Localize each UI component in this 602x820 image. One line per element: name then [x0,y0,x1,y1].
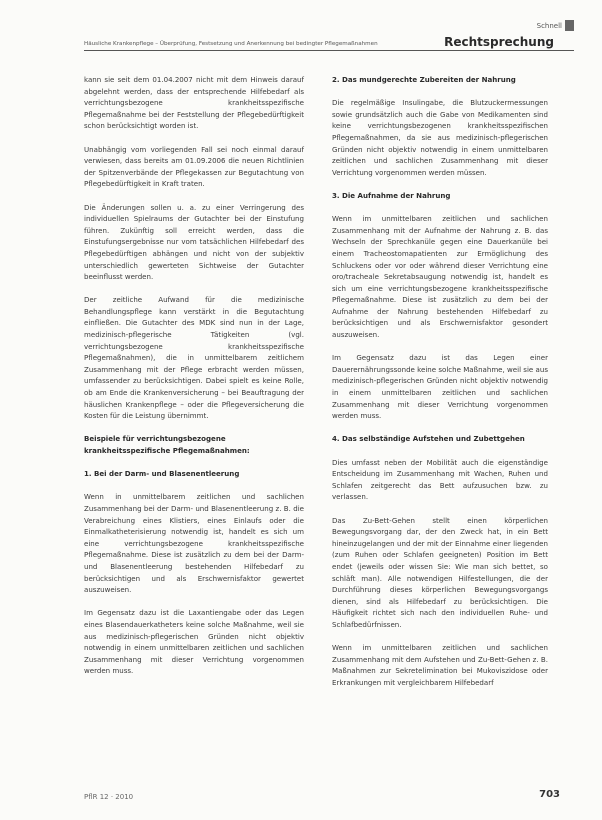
body-paragraph: Die regelmäßige Insulingabe, die Blutzuckermessungen sowie grundsätzlich auch die Gabe von Medikamenten sind keine verrichtungsbezogenen krankheitsspezifischen Pflegemaßnahmen, da sie aus medizinisch-pflegerischen Gründen nicht objektiv notwendig in einem unmittelbaren zeitlichen und sachlichen Zusammenhang mit dieser Verrichtung vorgenommen werden müssen. [332,98,548,177]
section-title: Rechtsprechung [444,35,554,49]
section-heading: 2. Das mundgerechte Zubereiten der Nahrung [332,75,516,84]
body-paragraph: Das Zu-Bett-Gehen stellt einen körperlichen Bewegungsvorgang dar, der den Zweck hat, in ein Bett hineinzugelangen und der mit der Einnahme einer liegenden (zum Ruhen oder Schlafen geeigneten) Position im Bett endet (jeweils oder wissen Sie: Wie man sich bettet, so schläft man). Alle notwendigen Hilfestellungen, die der Durchführung dieses körperlichen Bewegungsvorgangs dienen, sind als Hilfebedarf zu berücksichtigen. Die Häufigkeit richtet sich nach den individuellen Ruhe- und Schlafbedürfnissen. [332,515,548,629]
page-number: 703 [539,789,560,800]
body-paragraph: Die Änderungen sollen u. a. zu einer Verringerung des individuellen Spielraums der Gutachter bei der Einstufung führen. Zukünftig soll erreicht werden, dass die Einstufungsergebnisse nur vom tatsächlichen Hilfebedarf des Pflegebedürftigen abhängen und nicht von der subjektiv unterschiedlich gewerteten Sichtweise der Gutachter beeinflusst werden. [84,202,304,282]
section-heading: 1. Bei der Darm- und Blasenentleerung [84,469,240,479]
footer-journal: PflR 12 · 2010 [84,793,134,801]
body-paragraph: Unabhängig vom vorliegenden Fall sei noch einmal darauf verwiesen, dass bereits am 01.09.2006 die neuen Richtlinien der Spitzenverbände der Pflegekassen zur Begutachtung von Pflegebedürftigkeit in Kraft traten. [84,144,304,189]
corner-marker [565,20,574,31]
body-paragraph: Der zeitliche Aufwand für die medizinische Behandlungspflege kann verstärkt in die Begutachtung einfließen. Die Gutachter des MDK sind nun in der Lage, medizinisch-pflegerische Tätigkeiten (vgl. verrichtungsbezogene krankheitsspezifische Pflegemaßnahmen), die in unmittelbarem zeitlichem Zusammenhang mit der Pflege erbracht werden müssen, umfassender zu berücksichtigen. Dabei spielt es keine Rolle, ob am Ende die Krankenversicherung – bei Beauftragung der häuslichen Krankenpflege – oder die Pflegeversicherung die Kosten für die Leistung übernimmt. [84,295,304,421]
top-label: Schnell [536,22,562,30]
body-paragraph: Im Gegensatz dazu ist die Laxantiengabe oder das Legen eines Blasendauerkatheters keine solche Maßnahme, weil sie aus medizinisch-pflegerischen Gründen nicht objektiv notwendig in einem unmittelbaren zeitlichen und sachlichen Zusammenhang mit dieser Verrichtung vorgenommen werden muss. [84,608,304,676]
body-paragraph: Dies umfasst neben der Mobilität auch die eigenständige Entscheidung im Zusammenhang mit Wachen, Ruhen und Schlafen zeitgerecht das Bett aufzusuchen bzw. zu verlassen. [332,457,548,502]
body-paragraph: Wenn im unmittelbaren zeitlichen und sachlichen Zusammenhang mit der Aufnahme der Nahrung z. B. das Wechseln der Sprechkanüle gegen eine Dauerkanüle bei einem Tracheostomapatienten zur Ermöglichung des Schluckens oder vor oder während dieser Verrichtung eine oro/tracheale Sekretabsaugung notwendig ist, handelt es sich um eine verrichtungsbezogene krankheitsspezifische Pflegemaßnahme. Diese ist zusätzlich zu dem bei der Aufnahme der Nahrung bestehenden Hilfebedarf zu berücksichtigen und als Erschwernisfaktor gesondert auszuweisen. [332,214,548,340]
header-subtitle: Häusliche Krankenpflege – Überprüfung, Festsetzung und Anerkennung bei bedingter Pflegemaßnahmen [84,41,378,47]
right-column [332,74,548,700]
body-paragraph: Wenn in unmittelbarem zeitlichen und sachlichen Zusammenhang bei der Darm- und Blasenentleerung z. B. die Verabreichung eines Klistiers, eines Einlaufs oder die Einmalkatheterisierung notwendig ist, handelt es sich um eine verrichtungsbezogene krankheitsspezifische Pflegemaßnahme. Diese ist zusätzlich zu dem bei der Darm- und Blasenentleerung bestehenden Hilfebedarf zu berücksichtigen und als Erschwernisfaktor gewertet auszuweisen. [84,492,304,595]
running-header [84,33,574,51]
body-paragraph: Im Gegensatz dazu ist das Legen einer Dauerernährungssonde keine solche Maßnahme, weil sie aus medizinisch-pflegerischen Gründen nicht objektiv notwendig in einem unmittelbaren zeitlichen und sachlichen Zusammenhang mit dieser Verrichtung vorgenommen werden muss. [332,353,548,421]
left-column [84,74,304,688]
section-heading: 3. Die Aufnahme der Nahrung [332,190,451,200]
body-paragraph: Wenn im unmittelbaren zeitlichen und sachlichen Zusammenhang mit dem Aufstehen und Zu-Bett-Gehen z. B. Maßnahmen zur Sekretelimination bei Mukoviszidose oder Erkrankungen mit vergleichbarem Hilfebedarf [332,643,548,687]
section-heading: Beispiele für verrichtungsbezogene krankheitsspezifische Pflegemaßnahmen: [84,434,250,455]
section-heading: 4. Das selbständige Aufstehen und Zubettgehen [332,434,525,444]
body-paragraph: kann sie seit dem 01.04.2007 nicht mit dem Hinweis darauf abgelehnt werden, dass der entsprechende Hilfebedarf als verrichtungsbezogene krankheitsspezifische Pflegemaßnahme bei der Feststellung der Pflegebedürftigkeit schon berücksichtigt worden ist. [84,75,304,131]
